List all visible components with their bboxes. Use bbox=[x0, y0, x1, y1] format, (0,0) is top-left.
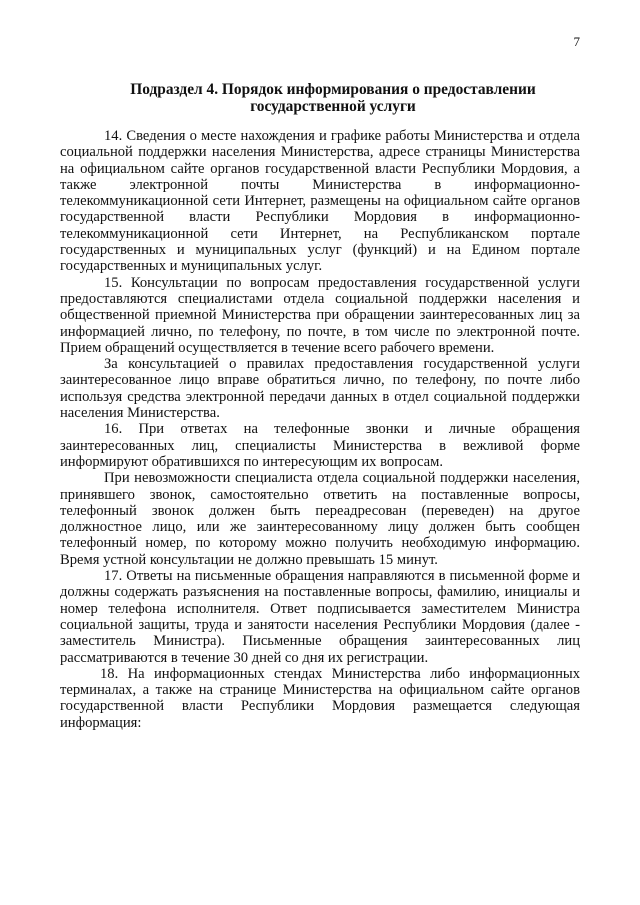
paragraph-17: 17. Ответы на письменные обращения направляются в письменной форме и должны содержать разъяснения на поставленные вопросы, фамилию, инициалы и номер телефона исполнителя. Ответ подписывается заместителем Министра социальной защиты, труда и занятости населения Республики Мордовия (далее - заместитель Министра). Письменные обращения заинтересованных лиц рассматриваются в течение 30 дней со дня их регистрации. bbox=[60, 568, 580, 666]
section-heading-line-2: государственной услуги bbox=[250, 98, 416, 115]
section-heading-line-1: Подраздел 4. Порядок информирования о предоставлении bbox=[130, 81, 536, 98]
paragraph-15-consultation: За консультацией о правилах предоставления государственной услуги заинтересованное лицо вправе обратиться лично, по телефону, по почте либо используя средства электронной передачи данных в отдел социальной поддержки населения Министерства. bbox=[60, 356, 580, 422]
section-heading bbox=[60, 81, 606, 115]
document-body bbox=[60, 128, 580, 731]
paragraph-16-redirect: При невозможности специалиста отдела социальной поддержки населения, принявшего звонок, самостоятельно ответить на поставленные вопросы, телефонный звонок должен быть переадресован (переведен) на другое должностное лицо, или же заинтересованному лицу должен быть сообщен телефонный номер, по которому можно получить необходимую информацию. Время устной консультации не должно превышать 15 минут. bbox=[60, 470, 580, 568]
page-number: 7 bbox=[573, 34, 580, 49]
paragraph-15: 15. Консультации по вопросам предоставления государственной услуги предоставляются специалистами отдела социальной поддержки населения и общественной приемной Министерства при обращении заинтересованных лиц за информацией лично, по телефону, по почте, в том числе по электронной почте. Прием обращений осуществляется в течение всего рабочего времени. bbox=[60, 274, 580, 356]
paragraph-16: 16. При ответах на телефонные звонки и личные обращения заинтересованных лиц, специалисты Министерства в вежливой форме информируют обратившихся по интересующим их вопросам. bbox=[60, 421, 580, 470]
paragraph-18: 18. На информационных стендах Министерства либо информационных терминалах, а также на странице Министерства на официальном сайте органов государственной власти Республики Мордовия размещается следующая информация: bbox=[60, 665, 580, 731]
paragraph-14: 14. Сведения о месте нахождения и графике работы Министерства и отдела социальной поддержки населения Министерства, адресе страницы Министерства на официальном сайте органов государственной власти Республики Мордовия, а также электронной почты Министерства в информационно-телекоммуникационной сети Интернет, размещены на официальном сайте органов государственной власти Республики Мордовия в информационно-телекоммуникационной сети Интернет, на Республиканском портале государственных и муниципальных услуг (функций) и на Едином портале государственных и муниципальных услуг. bbox=[60, 128, 580, 275]
